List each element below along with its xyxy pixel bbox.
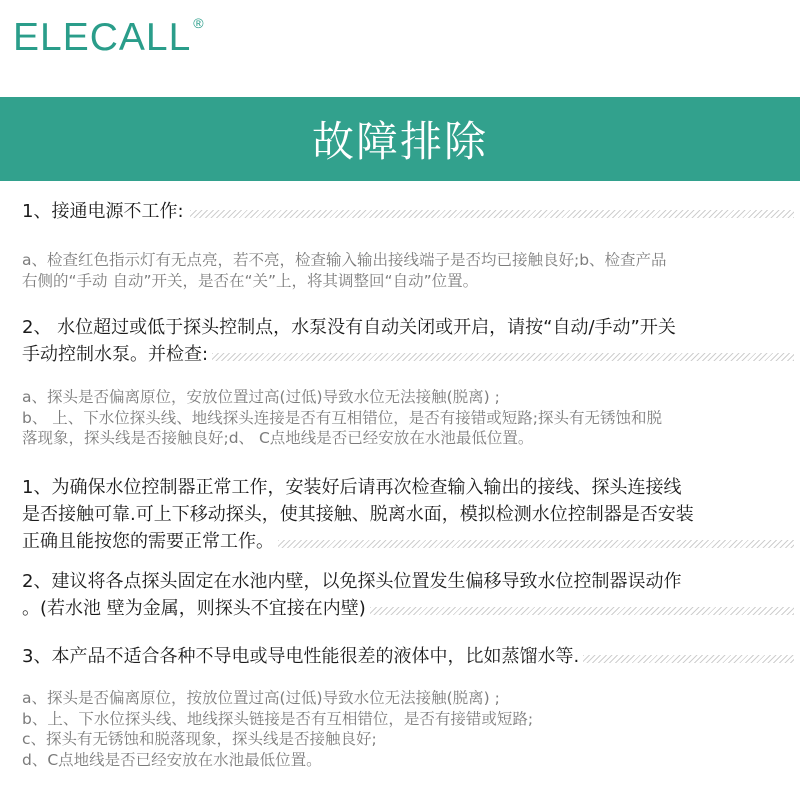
detail-line: a、探头是否偏离原位，安放位置过高(过低)导致水位无法接触(脱离) ;	[22, 388, 500, 406]
registered-mark: ®	[193, 15, 204, 31]
note-line-text: 。(若水池 壁为金属，则探头不宜接在内壁)	[22, 598, 366, 619]
heading-line-text: 2、 水位超过或低于探头控制点，水泵没有自动关闭或开启，请按“自动/手动”开关	[22, 317, 676, 338]
note-line	[22, 568, 794, 595]
section2-heading	[22, 314, 794, 368]
section1-heading: 1、接通电源不工作:	[22, 201, 184, 222]
heading-line	[22, 341, 794, 368]
heading-line-text: 手动控制水泵。并检查:	[22, 344, 209, 365]
brand-logo	[13, 15, 204, 59]
checklist-item: c、探头有无锈蚀和脱落现象，探头线是否接触良好;	[22, 730, 377, 748]
divider-stripes	[370, 607, 794, 615]
note-line	[22, 501, 794, 528]
note-2	[22, 568, 794, 622]
note-line-text: 1、为确保水位控制器正常工作，安装好后请再次检查输入输出的接线、探头连接线	[22, 477, 682, 498]
note-3	[22, 643, 794, 670]
detail-line: a、检查红色指示灯有无点亮，若不亮，检查输入输出接线端子是否均已接触良好;b、检查产品	[22, 251, 667, 269]
note-line	[22, 595, 794, 622]
section1-details	[22, 250, 786, 291]
checklist-item: b、上、下水位探头线、地线探头链接是否有互相错位，是否有接错或短路;	[22, 709, 534, 728]
detail-line: b、 上、下水位探头线、地线探头连接是否有互相错位，是否有接错或短路;探头有无锈蚀和脱	[22, 408, 662, 427]
note-1	[22, 474, 794, 555]
section2-details	[22, 387, 786, 449]
heading-divider-stripes	[190, 210, 794, 218]
divider-stripes	[583, 655, 794, 663]
detail-line: 右侧的“手动 自动”开关，是否在“关”上，将其调整回“自动”位置。	[22, 271, 479, 290]
detail-line: 落现象，探头线是否接触良好;d、 C点地线是否已经安放在水池最低位置。	[22, 429, 534, 447]
checklist-item: d、C点地线是否已经安放在水池最低位置。	[22, 750, 322, 769]
note-line-text: 3、本产品不适合各种不导电或导电性能很差的液体中，比如蒸馏水等.	[22, 646, 580, 667]
section1-heading-row	[22, 200, 794, 224]
note-line-text: 正确且能按您的需要正常工作。	[22, 531, 274, 552]
divider-stripes	[278, 540, 794, 548]
note-line-text: 2、建议将各点探头固定在水池内壁，以免探头位置发生偏移导致水位控制器误动作	[22, 571, 682, 592]
note-line	[22, 474, 794, 501]
note-line	[22, 528, 794, 555]
logo-text: ELECALL	[13, 16, 192, 59]
heading-divider-stripes	[212, 353, 794, 361]
page-title: 故障排除	[311, 117, 488, 166]
title-banner	[0, 97, 800, 181]
note-line-text: 是否接触可靠.可上下移动探头，使其接触、脱离水面，模拟检测水位控制器是否安装	[22, 504, 694, 525]
heading-line	[22, 314, 794, 341]
note-line	[22, 643, 794, 670]
checklist	[22, 688, 786, 770]
checklist-item: a、探头是否偏离原位，按放位置过高(过低)导致水位无法接触(脱离) ;	[22, 689, 500, 707]
